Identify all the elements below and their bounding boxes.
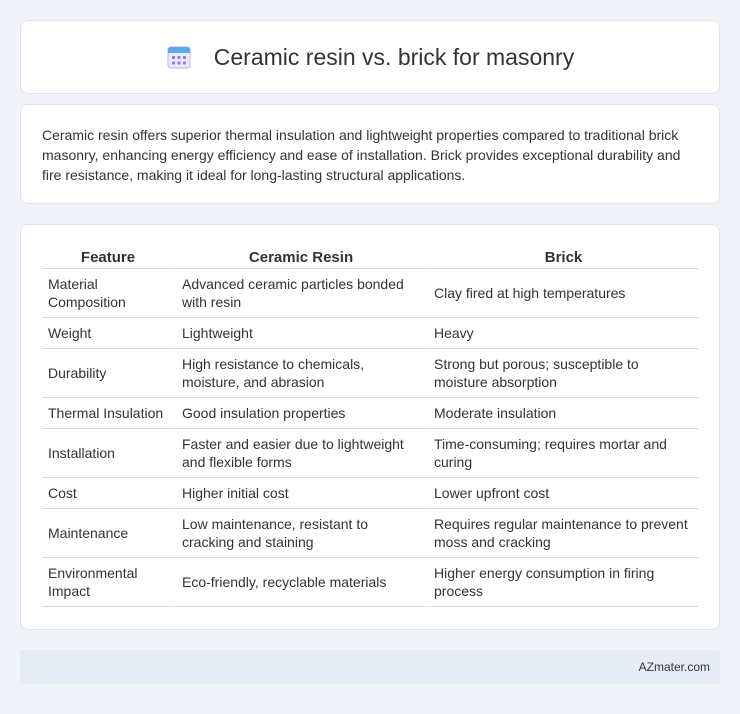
brick-cell: Heavy	[426, 318, 699, 349]
table-row	[42, 318, 699, 349]
brick-cell: Lower upfront cost	[426, 478, 699, 509]
feature-cell: Environmental Impact	[42, 558, 174, 607]
intro-text: Ceramic resin offers superior thermal insulation and lightweight properties compared to traditional brick masonry, enhancing energy efficiency and ease of installation. Brick provides exceptional durability and fire resistance, making it ideal for long-lasting structural applications.	[42, 127, 681, 183]
brick-cell: Moderate insulation	[426, 398, 699, 429]
comparison-table	[42, 245, 699, 607]
table-row	[42, 509, 699, 558]
intro-card	[20, 104, 720, 204]
ceramic-resin-cell: Low maintenance, resistant to cracking and staining	[174, 509, 426, 558]
footer-site-name: AZmater.com	[638, 660, 710, 674]
footer	[20, 650, 720, 684]
table-row	[42, 398, 699, 429]
header-ceramic-resin: Ceramic Resin	[174, 245, 426, 269]
feature-cell: Installation	[42, 429, 174, 478]
feature-cell: Weight	[42, 318, 174, 349]
ceramic-resin-cell: High resistance to chemicals, moisture, and abrasion	[174, 349, 426, 398]
ceramic-resin-cell: Higher initial cost	[174, 478, 426, 509]
ceramic-resin-cell: Lightweight	[174, 318, 426, 349]
header-feature: Feature	[42, 245, 174, 269]
feature-cell: Thermal Insulation	[42, 398, 174, 429]
feature-cell: Durability	[42, 349, 174, 398]
ceramic-resin-cell: Eco-friendly, recyclable materials	[174, 558, 426, 607]
brick-cell: Higher energy consumption in firing process	[426, 558, 699, 607]
table-row	[42, 478, 699, 509]
feature-cell: Cost	[42, 478, 174, 509]
brick-cell: Time-consuming; requires mortar and curing	[426, 429, 699, 478]
ceramic-resin-cell: Good insulation properties	[174, 398, 426, 429]
ceramic-resin-cell: Faster and easier due to lightweight and flexible forms	[174, 429, 426, 478]
table-row	[42, 269, 699, 318]
feature-cell: Maintenance	[42, 509, 174, 558]
feature-cell: Material Composition	[42, 269, 174, 318]
comparison-card	[20, 224, 720, 630]
brick-cell: Requires regular maintenance to prevent moss and cracking	[426, 509, 699, 558]
table-row	[42, 558, 699, 607]
header-brick: Brick	[426, 245, 699, 269]
table-row	[42, 349, 699, 398]
calendar-icon	[166, 44, 192, 70]
ceramic-resin-cell: Advanced ceramic particles bonded with resin	[174, 269, 426, 318]
title-card	[20, 20, 720, 94]
brick-cell: Strong but porous; susceptible to moisture absorption	[426, 349, 699, 398]
table-header-row	[42, 245, 699, 269]
table-row	[42, 429, 699, 478]
brick-cell: Clay fired at high temperatures	[426, 269, 699, 318]
page-title: Ceramic resin vs. brick for masonry	[213, 43, 575, 70]
